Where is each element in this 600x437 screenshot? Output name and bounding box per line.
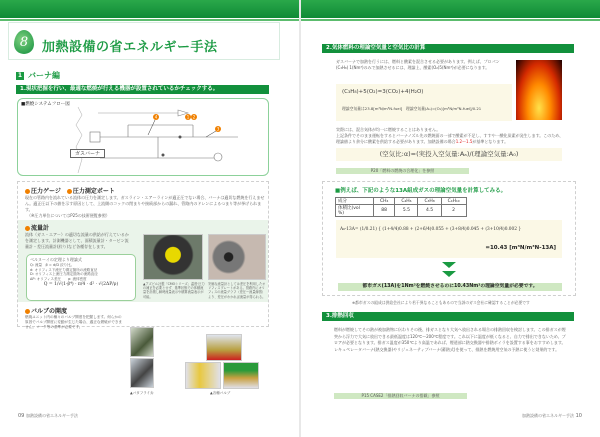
valve-body: 燃焼ユニット内の種々のバルブ開度を把握します。何らかの原因でバルブ開度に変動が生じた場合、適正な燃焼ができません。マーク等の基準が必要です。 [25,315,123,329]
calculation-box [336,220,562,258]
subsection-bar: 1.現状把握を行い、最適な燃焼が行える機器が設置されているかチェックする。 [16,85,269,94]
section-heading [16,70,60,81]
flowmeter-panel [18,220,268,302]
svg-text:2: 2 [192,114,196,120]
section2-bar: 2.気体燃料の理論空気量と空気比の計算 [322,44,574,53]
table-row: 体積比(vol %) 88 5.5 4.5 2 [336,205,467,217]
valve-photo-2 [185,362,221,389]
body2-b: 上記条件でそのまま運転をするとバーナノズル先の燃焼面の一部で酸素が不足し、すすや一酸化炭素が発生します。このため、理論値より余分に酸素を供給する必要があります。加熱設備の場合1.2〜1.5が基準となります。 [336,133,564,144]
air-ratio-formula: (空気比:α)=(実投入空気量:Aₐ)/(理論空気量:A₀) [336,148,562,161]
conclusion-bar: 都市ガス(13A)を1Nm³を燃焼させるのに10.43Nm³の理論空気量が必要です。 [338,283,562,291]
arrow-down-icon [442,271,456,277]
chapter-drop-icon: 8 [14,30,34,54]
butterfly-valve-photo-1 [130,327,154,357]
pressure-note: （※圧力単位についてはP25の技術便覧参照） [27,213,110,218]
orifice-photo-caption: 安価な流量計としては差圧を利用したオリフィスプレートがある。管路内にオリフィスの流量グラフ（差圧ー流量線図）より、差圧がわかれば流量が得られる。 [208,282,266,299]
pressure-body: 現在の管路内を流れている流体の圧力を測定します。ガスライン・エアーラインが適正圧でない場合、バーナは適切な燃焼を行えません。適正圧以下の値を示す原因として、上流側のコックの閉まりや接続部からの漏れ、管路内のドレンによるつまり等が挙げられます。 [25,195,265,212]
reference-p15: P15 CASE2「排熱回収バーナの搭載」参照 [334,393,467,399]
flow-diagram [38,105,238,173]
calculation-formula: A₀-13A= (1/0.21) { (1+4/4)0.88 + (2+6/4)0.055 + (3+8/4)0.045 + (3+10/4)0.002 } [340,227,522,232]
gas-note: ※都市ガスの組成は供給会社により若干異なることもあるので当該のガス会社に確認することが必要です [352,300,530,305]
svg-text:4: 4 [154,114,158,120]
theory-air-line: 理論空気量は23.8[m³N/m³N-fuel] 理論空気量(A₀)=(O₂)[m³N/m³N-fuel]/0.21 [342,106,482,111]
pressure-heading: 圧力ゲージ 圧力測定ポート [25,186,115,195]
example-heading: ■例えば、下記のような13A組成ガスの理論空気量を計算してみる。 [335,188,507,194]
section3-bar: 3.排熱回収 [322,312,574,321]
section-number: 1 [17,71,23,79]
left-footer: 09 加熱設備の省エネルギー手法 [18,413,78,419]
formula-box: ベルヌーイの定理より理論式 Q: 流量 β = d/D 絞り比。 d: オリフィス下流圧力測定箇所の流路直径 D: オリフィス上流圧力測定箇所の流路直径 ΔP: オリフィス差圧 ρ: 流体密度 Q = 1/√(1-β⁴) · π/4 · d² · √(2ΔP/ρ) [26,254,136,301]
flowmeter-heading: 流量計 [31,225,50,232]
flowmeter-photo-caption: ▲アズビル社製「CMOシリーズ」温度·圧力の補正を必要とせず、基準状態での体積流量を計測し瞬時流量表示や積算流量表示が可能。 [143,282,205,299]
butterfly-valve-photo-2 [130,358,154,388]
section3-body: 燃料が燃焼してその熱が被加熱物に伝わりその後、排ガスとなり大気へ放出される場合の排熱回収を検討します。この排ガスが煙突から浮力で大気に放出できる最低温度は120℃〜200℃程度です。これ以下に温度が低くなると、自力で排出できないため、ブロアが必要となります。排ガス温度が350℃より高温であれば、煙道部に熱交換器や排熱ボイラを設置する事をおすすめします。レキュペレータバーナ(熱交換器)やリジェネーティブバーナ(蓄熱式)を使って、排熱を燃焼用空気の予熱に使うと効果的です。 [334,327,566,352]
measurement-info-box [17,181,269,327]
table-header-row: 成分 CH₄ C₂H₆ C₃H₈ C₄H₁₀ [336,198,467,205]
right-footer: 加熱設備の省エネルギー手法 10 [522,413,582,419]
section-label: バーナ編 [28,71,60,80]
flow-diagram-box [17,98,269,176]
orifice-photo [208,234,266,280]
flame-photo [516,60,562,120]
valves-caption: ▲各種バルブ [210,391,231,395]
calculation-result: =10.43 [m³N/m³N-13A] [485,245,556,251]
flowmeter-photo [143,234,203,280]
page-spine [299,0,301,437]
flowmeter-body: 流体（ガス・エアー）の適切な流量の供給が行えているかを測定します。計測機器として、面積流量計・タービン流量計・差圧流量計(絞り)など各種存在します。 [25,232,129,249]
reaction-equation: (C₃H₈)+5(O₂)=3(CO₂)+4(H₂O) [342,89,424,95]
composition-table [335,197,467,217]
reaction-box [336,84,512,121]
gas-burner-label: ガスバーナ [70,149,105,158]
reference-p20: P20「燃料の燃焼の合理化」を参照 [336,168,469,174]
chapter-title: 加熱設備の省エネルギー手法 [42,40,218,55]
valve-photo-1 [206,334,242,361]
valve-photo-3 [223,362,259,389]
section2-intro: ガスバーナで加熱を行うには、燃料と酸素を混合させる必要があります。例えば、プロパン(C₃H₈) 1(Nm³)のみで加熱させるには、理論上、酸素(O₂)5(Nm³)が必要になります。 [336,59,500,70]
svg-text:1: 1 [186,114,190,120]
flow-diagram-title: ■燃焼システムフロー図 [21,102,70,107]
butterfly-caption: ▲バタフライ弁 [130,391,154,395]
svg-text:3: 3 [216,126,220,132]
arrow-down-icon [442,262,456,268]
valve-heading: バルブの開度 [31,308,68,315]
body2-a: 実際には、混合気体が均一に燃焼することはありません。 [336,127,441,132]
